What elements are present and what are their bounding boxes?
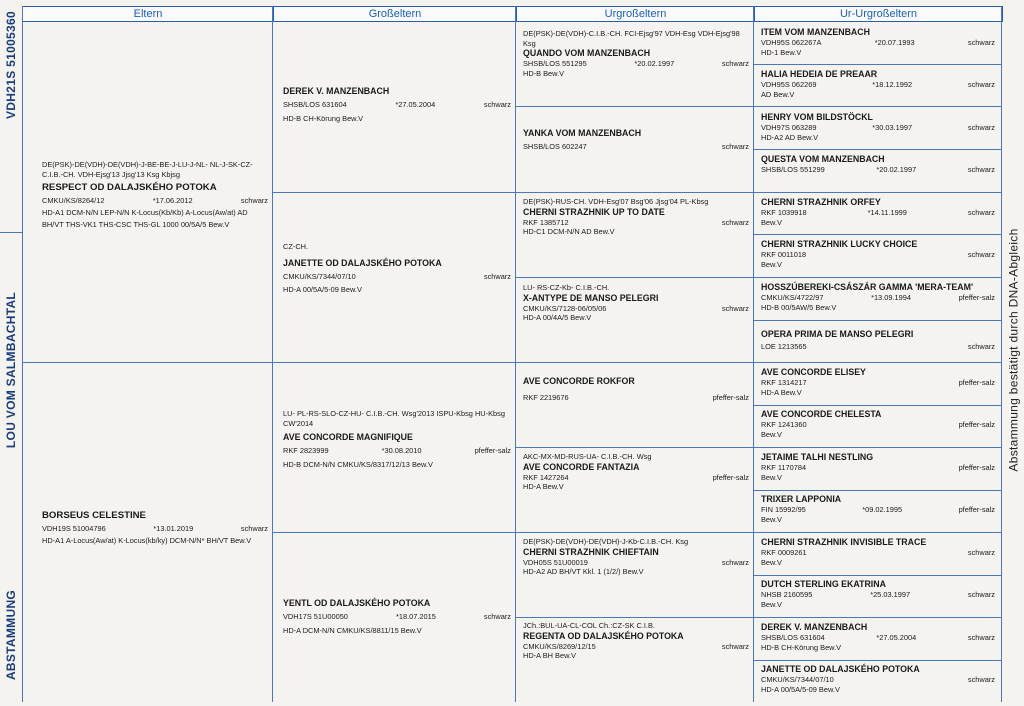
gggp-reg: VDH95S 062267A <box>761 38 822 47</box>
gggp-entry <box>757 494 999 524</box>
gggp-reg: NHSB 2160595 <box>761 590 813 599</box>
dam-born: *13.01.2019 <box>153 524 194 533</box>
row-sep-gggp-4 <box>753 192 1001 193</box>
gggp-entry <box>757 154 999 175</box>
gggp-color: schwarz <box>967 590 995 599</box>
ggp-reg-row <box>523 393 749 403</box>
dam-reg: VDH19S 51004796 <box>42 524 106 533</box>
row-sep-gp-1 <box>272 192 515 193</box>
gggp-color: schwarz <box>967 123 995 132</box>
grandparent-entry <box>279 409 515 469</box>
gggp-entry <box>757 537 999 567</box>
gggp-born: *20.07.1993 <box>874 38 915 47</box>
row-sep-gggp-7 <box>753 320 1001 321</box>
gggp-born <box>806 250 968 260</box>
grandparent-born: *18.07.2015 <box>395 612 436 621</box>
ggp-health: HD-B Bew.V <box>523 68 565 78</box>
ggp-health: HD-A BH Bew.V <box>523 651 576 661</box>
grandparent-entry <box>279 598 515 635</box>
gggp-health: Bew.V <box>761 514 782 524</box>
header-grandparents: Großeltern <box>273 6 517 22</box>
sire-reg-row <box>42 196 268 206</box>
ggp-reg-row <box>523 59 749 69</box>
row-sep-gggp-6 <box>753 277 1001 278</box>
great-grandparent-entry <box>519 128 753 152</box>
gggp-health: Bew.V <box>761 599 782 609</box>
grandparent-reg: RKF 2823999 <box>283 446 329 456</box>
row-sep-ggp-2 <box>515 192 753 193</box>
great-grandparent-entry <box>519 452 753 492</box>
ggp-reg-row <box>523 642 749 652</box>
gggp-born: *20.02.1997 <box>876 165 917 174</box>
gggp-reg-row <box>761 38 995 48</box>
gggp-born: *30.03.1997 <box>872 123 913 132</box>
grandparent-name: AVE CONCORDE MAGNIFIQUE <box>283 432 413 443</box>
gggp-health: HD-A 00/5A/5-09 Bew.V <box>761 684 840 694</box>
gggp-color: schwarz <box>967 675 995 684</box>
header-great-great-grandparents: Ur-Urgroßeltern <box>754 6 1003 22</box>
ggp-reg: VDH05S 51U00019 <box>523 557 588 567</box>
row-sep-gp-3 <box>272 532 515 533</box>
ggp-titles: DE(PSK)-DE(VDH)-C.I.B.-CH. FCI-Ejsg'97 VDH-Esg VDH-Ejsg'98 Ksg <box>523 29 740 48</box>
gggp-reg: VDH95S 062269 <box>761 80 817 89</box>
gggp-reg-row <box>761 80 995 90</box>
ggp-color: schwarz <box>721 641 749 651</box>
gggp-reg: RKF 1170784 <box>761 463 807 472</box>
grandparent-color: pfeffer-salz <box>474 446 511 456</box>
gggp-color: schwarz <box>967 342 995 351</box>
ggp-color: pfeffer-salz <box>712 393 749 402</box>
dam-reg-row <box>42 524 268 534</box>
gggp-reg-row <box>761 250 995 260</box>
grandparent-born <box>356 272 484 282</box>
sire-reg: CMKU/KS/8264/12 <box>42 196 105 206</box>
gggp-reg: VDH97S 063289 <box>761 123 817 132</box>
grandparent-reg: VDH17S 51U00050 <box>283 612 348 621</box>
gggp-name: HALIA HEDEIA DE PREAAR <box>761 69 878 79</box>
grandparent-name: YENTL OD DALAJSKÉHO POTOKA <box>283 598 431 608</box>
ggp-titles: DE(PSK)-DE(VDH)-DE(VDH)-J-Kb-C.I.B.-CH. Ksg <box>523 537 689 546</box>
ggp-reg: RKF 1427264 <box>523 472 569 482</box>
ggp-born <box>587 142 722 152</box>
great-grandparent-entry <box>519 376 753 403</box>
row-sep-ggp-7 <box>515 617 753 618</box>
grandparent-health: HD-A 00/5A/5-09 Bew.V <box>283 285 362 295</box>
grandparent-color: schwarz <box>483 612 511 621</box>
gggp-reg-row <box>761 342 995 352</box>
gggp-entry <box>757 367 999 397</box>
gggp-born <box>807 342 968 352</box>
ggp-titles: AKC-MX-MD-RUS-UA- C.I.B.-CH. Wsg <box>523 452 652 461</box>
gggp-entry <box>757 579 999 609</box>
ggp-health: HD-A2 AD BH/VT Kkl. 1 (1/2/) Bew.V <box>523 567 644 577</box>
gggp-color: pfeffer-salz <box>958 463 995 472</box>
gggp-entry <box>757 622 999 652</box>
gggp-health: HD-A2 AD Bew.V <box>761 132 819 142</box>
gggp-color: schwarz <box>967 80 995 89</box>
ggp-born <box>606 304 721 314</box>
gggp-born <box>807 378 959 388</box>
ggp-color: schwarz <box>721 217 749 227</box>
gggp-born <box>807 420 959 430</box>
gggp-health: HD-B 00/5AW/5 Bew.V <box>761 302 837 312</box>
gggp-reg: SHSB/LOS 631604 <box>761 633 825 642</box>
grandparent-reg-row <box>283 612 511 622</box>
ggp-reg: CMKU/KS/7128-06/05/06 <box>523 303 607 313</box>
gggp-reg-row <box>761 505 995 515</box>
gggp-color: schwarz <box>967 208 995 217</box>
gggp-name: CHERNI STRAZHNIK LUCKY CHOICE <box>761 239 918 249</box>
gggp-color: pfeffer-salz <box>958 293 995 302</box>
gggp-reg-row <box>761 633 995 643</box>
row-sep-gggp-1 <box>753 64 1001 65</box>
ggp-color: schwarz <box>721 557 749 567</box>
sire-entry <box>38 160 272 231</box>
gggp-reg: RKF 0011018 <box>761 250 807 259</box>
gggp-color: pfeffer-salz <box>958 505 995 514</box>
col-sep-1 <box>22 6 23 702</box>
side-dog-name: LOU VOM SALMBACHTAL <box>4 291 19 449</box>
row-sep-ggp-5 <box>515 447 753 448</box>
gggp-reg-row <box>761 590 995 600</box>
ggp-health: HD-A 00/4A/5 Bew.V <box>523 313 592 323</box>
row-sep-gggp-8 <box>753 362 1001 363</box>
header-great-grandparents: Urgroßeltern <box>516 6 755 22</box>
gggp-name: OPERA PRIMA DE MANSO PELEGRI <box>761 329 914 339</box>
side-reg-number: VDH21S 51005360 <box>4 11 19 119</box>
ggp-name: AVE CONCORDE FANTAZIA <box>523 461 640 472</box>
row-sep-gggp-15 <box>753 660 1001 661</box>
gggp-born: *27.05.2004 <box>876 633 917 642</box>
grandparent-reg-row <box>283 272 511 282</box>
sire-health: HD-A1 DCM-N/N LEP-N/N K-Locus(Kb/Kb) A-Locus(Aw/at) AD BH/VT THS-VK1 THS-CSC THS-GL 1000 00/5A/5 Bew.V <box>42 207 248 229</box>
row-sep-gggp-2 <box>753 106 1001 107</box>
grandparent-health: HD-A DCM-N/N CMKU/KS/8811/15 Bew.V <box>283 625 422 635</box>
gggp-entry <box>757 452 999 482</box>
left-divider <box>0 232 22 233</box>
row-sep-parents <box>22 362 272 363</box>
grandparent-name: JANETTE OD DALAJSKÉHO POTOKA <box>283 257 442 268</box>
great-grandparent-entry <box>519 29 753 78</box>
gggp-born <box>834 675 968 685</box>
row-sep-gggp-9 <box>753 405 1001 406</box>
gggp-health: HD-A Bew.V <box>761 387 802 397</box>
col-sep-4 <box>753 6 754 702</box>
gggp-reg: CMKU/KS/7344/07/10 <box>761 675 834 684</box>
great-grandparent-entry <box>519 537 753 577</box>
row-sep-gggp-10 <box>753 447 1001 448</box>
gggp-name: ITEM VOM MANZENBACH <box>761 27 870 37</box>
gggp-name: DUTCH STERLING EKATRINA <box>761 579 886 589</box>
col-sep-2 <box>272 6 273 702</box>
gggp-color: pfeffer-salz <box>958 420 995 429</box>
gggp-reg: RKF 0009261 <box>761 548 807 557</box>
row-sep-ggp-4 <box>515 362 753 363</box>
gggp-name: AVE CONCORDE ELISEY <box>761 367 866 377</box>
grandparent-titles: CZ-CH. <box>283 242 309 251</box>
gggp-health: Bew.V <box>761 557 782 567</box>
ggp-titles: DE(PSK)-RUS-CH. VDH-Esg'07 Bsg'06 Jjsg'04 PL-Kbsg <box>523 197 709 206</box>
grandparent-born: *27.05.2004 <box>395 100 436 109</box>
gggp-reg: RKF 1241360 <box>761 420 807 429</box>
grandparent-born: *30.08.2010 <box>381 446 422 456</box>
grandparent-entry <box>279 242 515 295</box>
ggp-reg-row <box>523 142 749 152</box>
row-sep-ggp-6 <box>515 532 753 533</box>
gggp-born: *14.11.1999 <box>867 208 907 217</box>
gggp-color: schwarz <box>967 38 995 47</box>
row-sep-ggp-3 <box>515 277 753 278</box>
ggp-name: AVE CONCORDE ROKFOR <box>523 376 635 386</box>
gggp-entry <box>757 409 999 439</box>
dam-health: HD-A1 A-Locus(Aw/at) K-Locus(kb/ky) DCM-N/N* BH/VT Bew.V <box>42 535 252 545</box>
ggp-color: schwarz <box>721 303 749 313</box>
header-parents: Eltern <box>22 6 274 22</box>
gggp-entry <box>757 27 999 57</box>
gggp-reg: RKF 1039918 <box>761 208 807 217</box>
gggp-reg: CMKU/KS/4722/97 <box>761 293 824 302</box>
ggp-born <box>569 473 713 483</box>
gggp-color: pfeffer-salz <box>958 378 995 387</box>
sire-name: RESPECT OD DALAJSKÉHO POTOKA <box>42 182 217 194</box>
gggp-entry <box>757 329 999 352</box>
row-sep-ggp-1 <box>515 106 753 107</box>
gggp-reg: SHSB/LOS 551299 <box>761 165 825 174</box>
gggp-color: schwarz <box>967 633 995 642</box>
gggp-reg-row <box>761 165 995 175</box>
ggp-titles: LU- RS-CZ-Kb- C.I.B.-CH. <box>523 283 610 292</box>
gggp-reg-row <box>761 293 995 303</box>
grandparent-reg: SHSB/LOS 631604 <box>283 100 347 109</box>
row-sep-gggp-13 <box>753 575 1001 576</box>
ggp-reg: RKF 1385712 <box>523 217 569 227</box>
gggp-entry <box>757 197 999 227</box>
ggp-titles: JCh.:BUL-UA-CL-COL Ch.:CZ-SK C.I.B. <box>523 621 655 630</box>
ggp-name: REGENTA OD DALAJSKÉHO POTOKA <box>523 630 684 641</box>
gggp-health: Bew.V <box>761 472 782 482</box>
gggp-reg-row <box>761 675 995 685</box>
gggp-health: AD Bew.V <box>761 89 795 99</box>
gggp-born: *18.12.1992 <box>872 80 913 89</box>
ggp-reg-row <box>523 304 749 314</box>
grandparent-reg-row <box>283 100 511 110</box>
gggp-health: HD-B CH-Körung Bew.V <box>761 642 842 652</box>
gggp-born: *25.03.1997 <box>870 590 911 599</box>
col-sep-5 <box>1001 6 1002 702</box>
ggp-name: YANKA VOM MANZENBACH <box>523 128 642 138</box>
ggp-reg-row <box>523 473 749 483</box>
grandparent-titles: LU- PL-RS-SLO-CZ-HU- C.I.B.-CH. Wsg'2013 ISPU-Kbsg HU-Kbsg CW'2014 <box>283 409 505 428</box>
gggp-reg-row <box>761 208 995 218</box>
great-grandparent-entry <box>519 197 753 237</box>
col-sep-3 <box>515 6 516 702</box>
gggp-entry <box>757 112 999 142</box>
sire-born: *17.06.2012 <box>152 196 193 206</box>
grandparent-name: DEREK V. MANZENBACH <box>283 86 390 96</box>
ggp-born <box>569 218 722 228</box>
gggp-entry <box>757 664 999 694</box>
grandparent-reg-row <box>283 446 511 456</box>
gggp-reg: RKF 1314217 <box>761 378 807 387</box>
gggp-color: schwarz <box>967 250 995 259</box>
ggp-reg: RKF 2219676 <box>523 393 569 402</box>
ggp-name: QUANDO VOM MANZENBACH <box>523 48 651 59</box>
gggp-reg-row <box>761 548 995 558</box>
gggp-name: JANETTE OD DALAJSKÉHO POTOKA <box>761 664 920 674</box>
gggp-name: JETAIME TALHI NESTLING <box>761 452 874 462</box>
ggp-name: CHERNI STRAZHNIK UP TO DATE <box>523 206 665 217</box>
ggp-color: schwarz <box>721 59 749 69</box>
grandparent-color: schwarz <box>483 100 511 109</box>
sire-color: schwarz <box>240 196 268 206</box>
gggp-entry <box>757 282 999 312</box>
side-section-label: ABSTAMMUNG <box>4 589 19 681</box>
gggp-born <box>806 463 959 473</box>
gggp-name: TRIXER LAPPONIA <box>761 494 842 504</box>
ggp-reg-row <box>523 218 749 228</box>
gggp-name: HOSSZÚBEREKI-CSÁSZÁR GAMMA 'MERA-TEAM' <box>761 282 974 292</box>
ggp-reg: SHSB/LOS 551295 <box>523 59 587 69</box>
gggp-born <box>807 548 968 558</box>
ggp-reg: SHSB/LOS 602247 <box>523 142 587 151</box>
gggp-born: *13.09.1994 <box>871 293 911 302</box>
grandparent-color: schwarz <box>483 271 511 281</box>
grandparent-health: HD-B CH-Körung Bew.V <box>283 113 364 123</box>
row-sep-gp-2 <box>272 362 515 363</box>
gggp-reg-row <box>761 463 995 473</box>
ggp-reg: CMKU/KS/8269/12/15 <box>523 641 596 651</box>
row-sep-gggp-12 <box>753 532 1001 533</box>
ggp-health: HD-C1 DCM-N/N AD Bew.V <box>523 227 615 237</box>
side-dna-note: Abstammung bestätigt durch DNA-Abgleich <box>1007 228 1021 472</box>
great-grandparent-entry <box>519 621 753 661</box>
gggp-health: HD-1 Bew.V <box>761 47 802 57</box>
gggp-reg: LOE 1213565 <box>761 342 807 351</box>
gggp-color: schwarz <box>967 165 995 174</box>
gggp-health: Bew.V <box>761 217 782 227</box>
gggp-reg: FIN 15992/95 <box>761 505 806 514</box>
gggp-entry <box>757 239 999 269</box>
gggp-name: CHERNI STRAZHNIK INVISIBLE TRACE <box>761 537 927 547</box>
gggp-name: AVE CONCORDE CHELESTA <box>761 409 882 419</box>
row-sep-gggp-11 <box>753 490 1001 491</box>
gggp-reg-row <box>761 378 995 388</box>
ggp-health: HD-A Bew.V <box>523 482 564 492</box>
ggp-name: X-ANTYPE DE MANSO PELEGRI <box>523 292 659 303</box>
ggp-born <box>569 393 713 403</box>
great-grandparent-entry <box>519 283 753 323</box>
ggp-born <box>596 642 722 652</box>
dam-color: schwarz <box>240 524 268 533</box>
gggp-name: CHERNI STRAZHNIK ORFEY <box>761 197 881 207</box>
sire-titles: DE(PSK)-DE(VDH)-DE(VDH)-J-BE-BE-J-LU-J-NL- NL-J-SK-CZ-C.I.B.-CH. VDH-Ejsg'13 Jjsg'13 Ksg Kbjsg <box>42 160 253 179</box>
gggp-entry <box>757 69 999 99</box>
row-sep-gggp-3 <box>753 149 1001 150</box>
gggp-name: HENRY VOM BILDSTÖCKL <box>761 112 873 122</box>
ggp-born: *20.02.1997 <box>634 59 675 69</box>
grandparent-health: HD-B DCM-N/N CMKU/KS/8317/12/13 Bew.V <box>283 459 433 469</box>
ggp-color: pfeffer-salz <box>712 472 749 482</box>
ggp-color: schwarz <box>721 142 749 151</box>
grandparent-entry <box>279 86 515 123</box>
gggp-born: *09.02.1995 <box>862 505 903 514</box>
row-sep-gggp-5 <box>753 234 1001 235</box>
gggp-name: QUESTA VOM MANZENBACH <box>761 154 885 164</box>
gggp-color: schwarz <box>967 548 995 557</box>
gggp-reg-row <box>761 420 995 430</box>
gggp-health: Bew.V <box>761 259 782 269</box>
row-sep-gggp-14 <box>753 617 1001 618</box>
dam-entry <box>38 510 272 547</box>
ggp-reg-row <box>523 558 749 568</box>
ggp-born <box>588 558 722 568</box>
ggp-name: CHERNI STRAZHNIK CHIEFTAIN <box>523 546 659 557</box>
gggp-reg-row <box>761 123 995 133</box>
grandparent-reg: CMKU/KS/7344/07/10 <box>283 271 356 281</box>
gggp-name: DEREK V. MANZENBACH <box>761 622 868 632</box>
gggp-health: Bew.V <box>761 429 782 439</box>
dam-name: BORSEUS CELESTINE <box>42 510 146 521</box>
